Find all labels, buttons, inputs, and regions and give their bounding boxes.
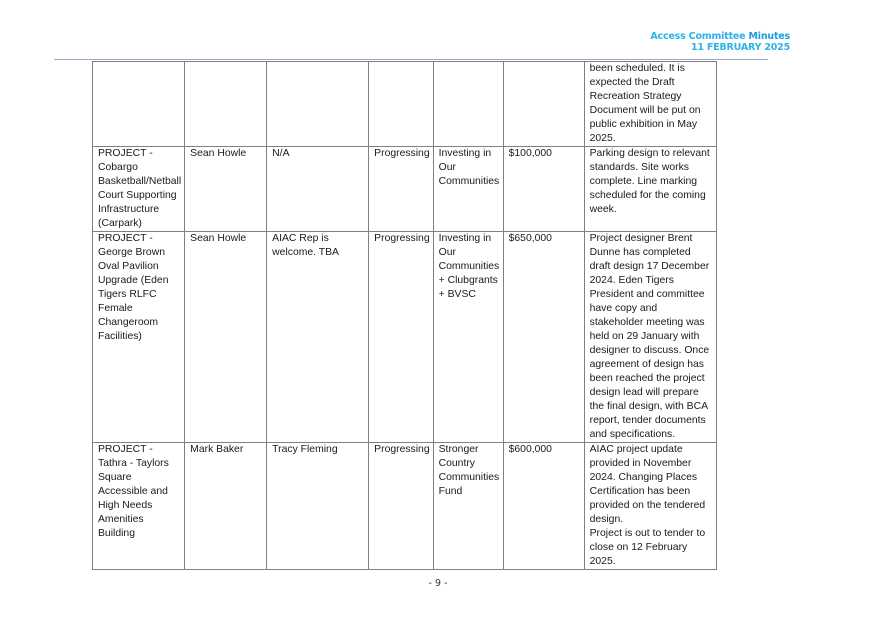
header-date: 11 FEBRUARY 2025 <box>690 42 790 53</box>
cell-budget <box>503 62 584 147</box>
cell-comments <box>584 443 716 570</box>
cell-status: Progressing <box>369 232 433 443</box>
cell-aiac-rep <box>267 62 369 147</box>
header-title-part1: Access Committee <box>650 31 746 42</box>
header-title <box>650 31 790 42</box>
cell-status: Progressing <box>369 443 433 570</box>
cell-funding: Stronger Country Communities Fund <box>433 443 503 570</box>
table-row <box>93 147 717 232</box>
cell-officer: Mark Baker <box>185 443 267 570</box>
cell-budget: $100,000 <box>503 147 584 232</box>
header-rule <box>54 59 768 60</box>
cell-aiac-rep: N/A <box>267 147 369 232</box>
table-row <box>93 443 717 570</box>
cell-project: PROJECT - Tathra - Taylors Square Accessible and High Needs Amenities Building <box>93 443 185 570</box>
cell-funding <box>433 62 503 147</box>
projects-table <box>92 61 717 570</box>
comments-text-extra: Project is out to tender to close on 12 February 2025. <box>589 528 706 567</box>
page-number: - 9 - <box>428 578 448 589</box>
cell-officer <box>185 62 267 147</box>
cell-comments: Project designer Brent Dunne has completed draft design 17 December 2024. Eden Tigers President and committee have copy and stakeholder meeting was held on 29 January with designer to discuss. Once agreement of design has been reached the project design lead will prepare the final design, with BCA report, tender documents and specifications. <box>584 232 716 443</box>
cell-officer: Sean Howle <box>185 147 267 232</box>
document-header <box>650 31 790 53</box>
cell-project <box>93 62 185 147</box>
cell-status <box>369 62 433 147</box>
cell-funding: Investing in Our Communities <box>433 147 503 232</box>
cell-budget: $600,000 <box>503 443 584 570</box>
cell-status: Progressing <box>369 147 433 232</box>
cell-aiac-rep: AIAC Rep is welcome. TBA <box>267 232 369 443</box>
header-title-part2: Minutes <box>748 31 790 42</box>
cell-comments: been scheduled. It is expected the Draft Recreation Strategy Document will be put on public exhibition in May 2025. <box>584 62 716 147</box>
cell-project: PROJECT - George Brown Oval Pavilion Upgrade (Eden Tigers RLFC Female Changeroom Facilities) <box>93 232 185 443</box>
cell-comments: Parking design to relevant standards. Site works complete. Line marking scheduled for the coming week. <box>584 147 716 232</box>
table-row <box>93 232 717 443</box>
cell-aiac-rep: Tracy Fleming <box>267 443 369 570</box>
table-row-continued <box>93 62 717 147</box>
cell-budget: $650,000 <box>503 232 584 443</box>
cell-funding: Investing in Our Communities + Clubgrants + BVSC <box>433 232 503 443</box>
cell-project: PROJECT - Cobargo Basketball/Netball Court Supporting Infrastructure (Carpark) <box>93 147 185 232</box>
cell-officer: Sean Howle <box>185 232 267 443</box>
comments-text: AIAC project update provided in November 2024. Changing Places Certification has been provided on the tendered design. <box>589 444 706 525</box>
